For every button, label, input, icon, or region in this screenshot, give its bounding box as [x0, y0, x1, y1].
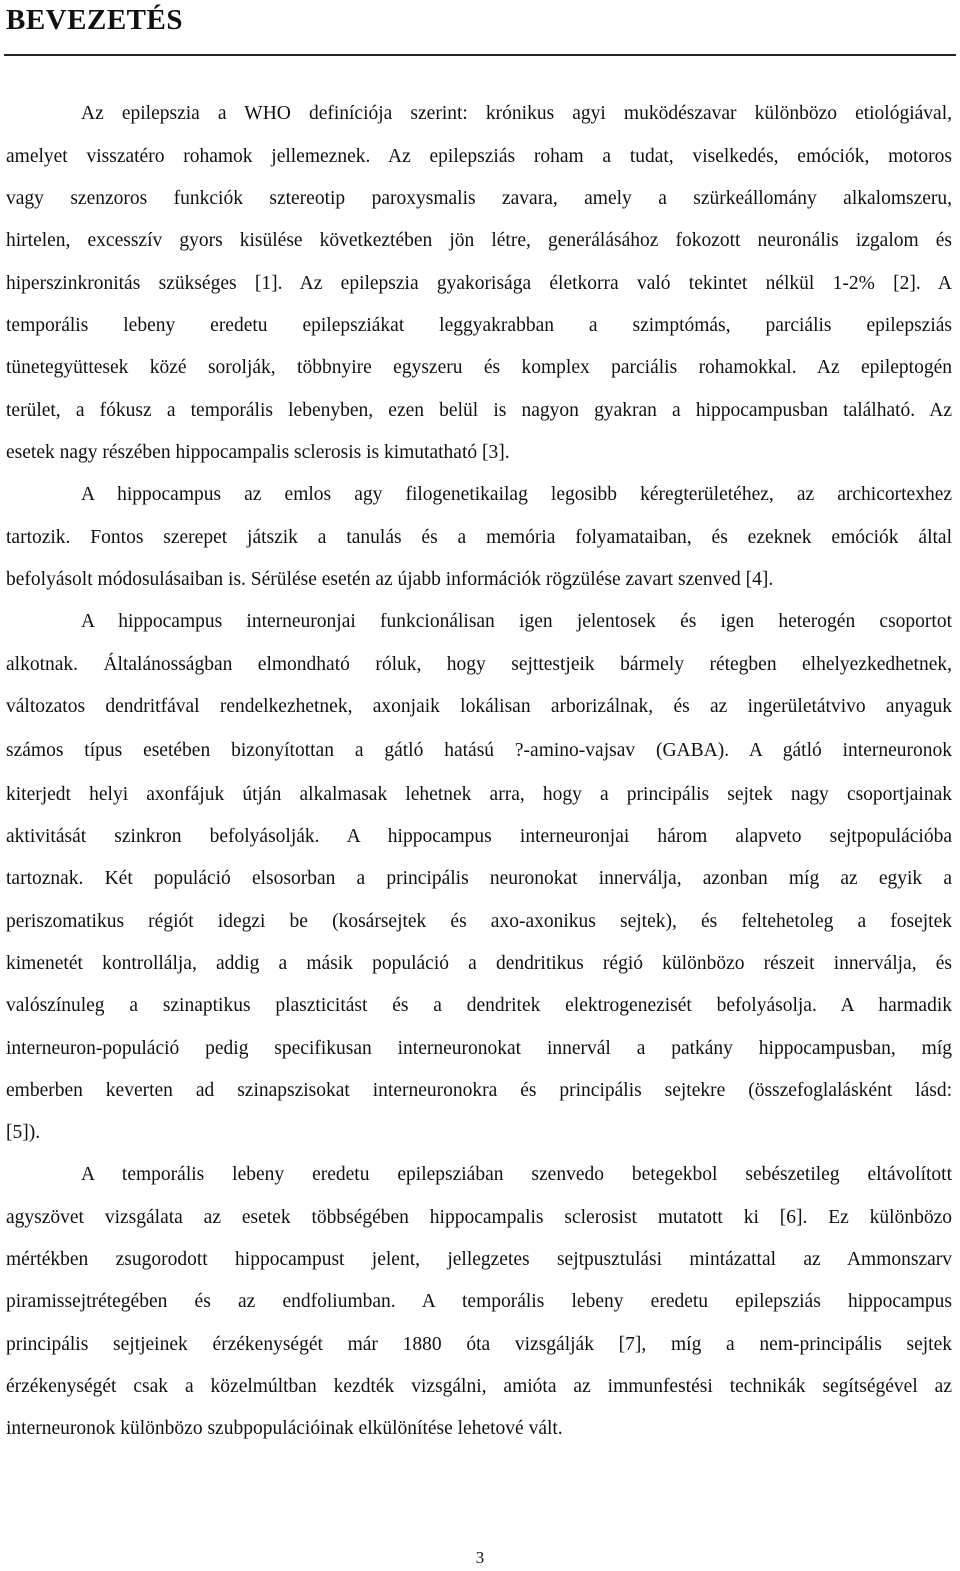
text-line: Az epilepszia a WHO definíciója szerint: krónikus agyi muködészavar különbözo etiológiával, — [81, 103, 952, 124]
text-line: periszomatikus régiót idegzi be (kosársejtek és axo-axonikus sejtek), és feltehetoleg a fosejtek — [6, 911, 952, 932]
heading-divider — [4, 54, 956, 56]
text-line: aktivitását szinkron befolyásolják. A hippocampus interneuronjai három alapveto sejtpopulációba — [6, 826, 952, 847]
text-line: számos típus esetében bizonyítottan a gátló hatású ?-amino-vajsav (GABA). A gátló interneuronok — [6, 740, 952, 761]
text-line: A hippocampus az emlos agy filogenetikailag legosibb kéregterületéhez, az archicortexhez — [81, 484, 952, 505]
text-line: valószínuleg a szinaptikus plaszticitást és a dendritek elektrogenezisét befolyásolja. A harmadik — [6, 995, 952, 1016]
text-line: A temporális lebeny eredetu epilepsziában szenvedo betegekbol sebészetileg eltávolított — [81, 1164, 952, 1185]
text-line: [5]). — [6, 1122, 41, 1143]
text-line: piramissejtrétegében és az endfoliumban. A temporális lebeny eredetu epilepsziás hippocampus — [6, 1291, 952, 1312]
text-line: érzékenységét csak a közelmúltban kezdték vizsgálni, amióta az immunfestési technikák segítségével az — [6, 1376, 952, 1397]
text-line: befolyásolt módosulásaiban is. Sérülése esetén az újabb információk rögzülése zavart szenved [4]. — [6, 569, 774, 590]
text-line: interneuronok különbözo szubpopulációinak elkülönítése lehetové vált. — [6, 1418, 563, 1439]
page-number: 3 — [475, 1548, 485, 1567]
text-line: esetek nagy részében hippocampalis sclerosis is kimutatható [3]. — [6, 442, 510, 463]
text-line: hirtelen, excesszív gyors kisülése következtében jön létre, generálásához fokozott neuronális izgalom és — [6, 230, 952, 251]
text-line: agyszövet vizsgálata az esetek többségében hippocampalis sclerosist mutatott ki [6]. Ez különbözo — [6, 1207, 952, 1228]
text-line: kiterjedt helyi axonfájuk útján alkalmasak lehetnek arra, hogy a principális sejtek nagy csoportjainak — [6, 784, 952, 805]
text-line: változatos dendritfával rendelkezhetnek, axonjaik lokálisan arborizálnak, és az ingerületátvivo anyaguk — [6, 696, 952, 717]
text-line: tartozik. Fontos szerepet játszik a tanulás és a memória folyamataiban, és ezeknek emóciók által — [6, 527, 952, 548]
text-line: kimenetét kontrollálja, addig a másik populáció a dendritikus régió különbözo részeit innerválja, és — [6, 953, 952, 974]
text-line: tartoznak. Két populáció elsosorban a principális neuronokat innerválja, azonban míg az egyik a — [6, 868, 952, 889]
text-line: terület, a fókusz a temporális lebenyben, ezen belül is nagyon gyakran a hippocampusban található. Az — [6, 400, 952, 421]
text-line: temporális lebeny eredetu epilepsziákat leggyakrabban a szimptómás, parciális epilepsziás — [6, 315, 952, 336]
text-line: hiperszinkronitás szükséges [1]. Az epilepszia gyakorisága életkorra való tekintet nélkül 1-2% [2]. A — [6, 273, 952, 294]
text-line: tünetegyüttesek közé sorolják, többnyire egyszeru és komplex parciális rohamokkal. Az epileptogén — [6, 357, 952, 378]
text-line: principális sejtjeinek érzékenységét már 1880 óta vizsgálják [7], míg a nem-principális sejtek — [6, 1334, 952, 1355]
text-line: mértékben zsugorodott hippocampust jelent, jellegzetes sejtpusztulási mintázattal az Ammonszarv — [6, 1249, 952, 1270]
section-heading: BEVEZETÉS — [6, 4, 183, 36]
text-line: A hippocampus interneuronjai funkcionálisan igen jelentosek és igen heterogén csoportot — [81, 611, 952, 632]
text-line: amelyet visszatéro rohamok jellemeznek. Az epilepsziás roham a tudat, viselkedés, emóciók, motoros — [6, 146, 952, 167]
text-line: interneuron-populáció pedig specifikusan interneuronokat innervál a patkány hippocampusban, míg — [6, 1038, 952, 1059]
text-line: vagy szenzoros funkciók sztereotip paroxysmalis zavara, amely a szürkeállomány alkalomszeru, — [6, 188, 952, 209]
text-line: emberben keverten ad szinapszisokat interneuronokra és principális sejtekre (összefoglalásként lásd: — [6, 1080, 952, 1101]
text-line: alkotnak. Általánosságban elmondható róluk, hogy sejttestjeik bármely rétegben elhelyezkedhetnek, — [6, 654, 952, 675]
